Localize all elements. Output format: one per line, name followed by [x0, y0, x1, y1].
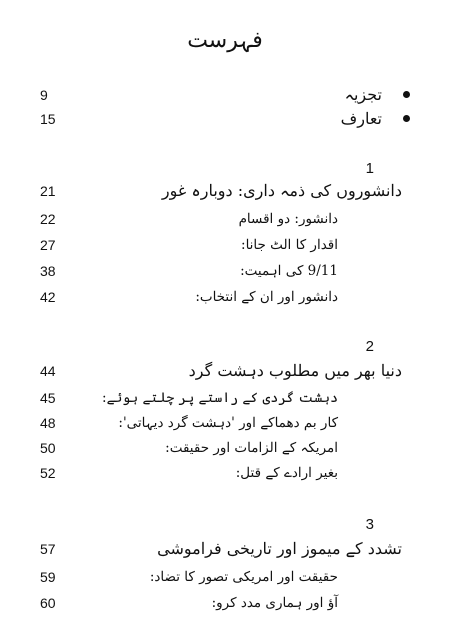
toc-entry-label: دانشور: دو اقسام — [238, 211, 338, 227]
toc-page-number: 50 — [40, 440, 56, 456]
toc-intro-item[interactable] — [0, 108, 450, 130]
toc-page-number: 21 — [40, 183, 56, 199]
toc-section-item[interactable] — [0, 462, 450, 484]
toc-page-number: 57 — [40, 541, 56, 557]
toc-entry-label: حقیقت اور امریکی تصور کا تضاد: — [149, 569, 338, 585]
toc-section-item[interactable] — [0, 260, 450, 282]
toc-page-number: 59 — [40, 569, 56, 585]
bullet-icon — [403, 91, 410, 98]
toc-page-number: 22 — [40, 211, 56, 227]
toc-entry-label: دنیا بھر میں مطلوب دہشت گرد — [188, 361, 402, 380]
chapter-number: 1 — [365, 160, 374, 177]
toc-page-number: 42 — [40, 289, 56, 305]
toc-section-item[interactable] — [0, 437, 450, 459]
page-title: فہرست — [187, 28, 263, 53]
toc-entry-label: آؤ اور ہماری مدد کرو: — [211, 595, 338, 611]
toc-entry-label: تجزیہ — [344, 85, 382, 104]
toc-entry-label: تشدد کے میموز اور تاریخی فراموشی — [157, 539, 402, 558]
toc-chapter-heading[interactable] — [0, 360, 450, 382]
toc-section-item[interactable] — [0, 592, 450, 614]
toc-entry-label: دانشوروں کی ذمہ داری: دوبارہ غور — [161, 181, 402, 200]
toc-page-number: 45 — [40, 390, 56, 406]
toc-chapter-heading[interactable] — [0, 538, 450, 560]
toc-page-number: 60 — [40, 595, 56, 611]
toc-entry-label: اقدار کا الٹ جانا: — [241, 237, 338, 253]
toc-entry-label: 9/11 کی اہمیت: — [240, 263, 338, 279]
toc-page-number: 44 — [40, 363, 56, 379]
toc-section-item[interactable] — [0, 387, 450, 409]
toc-page-number: 52 — [40, 465, 56, 481]
toc-section-item[interactable] — [0, 566, 450, 588]
toc-page-number: 48 — [40, 415, 56, 431]
toc-page-number: 15 — [40, 111, 56, 127]
toc-section-item[interactable] — [0, 286, 450, 308]
chapter-number: 2 — [365, 338, 374, 355]
toc-intro-item[interactable] — [0, 84, 450, 106]
toc-page-number: 38 — [40, 263, 56, 279]
toc-section-item[interactable] — [0, 412, 450, 434]
toc-entry-label: دانشور اور ان کے انتخاب: — [195, 289, 338, 305]
toc-entry-label: کار بم دھماکے اور 'دہشت گرد دیہاتی': — [118, 415, 338, 431]
toc-section-item[interactable] — [0, 234, 450, 256]
toc-entry-label: تعارف — [340, 109, 382, 128]
bullet-icon — [403, 115, 410, 122]
toc-entry-label: دہشت گردی کے راستے پر چلتے ہوئے: — [102, 390, 338, 406]
toc-section-item[interactable] — [0, 208, 450, 230]
toc-chapter-heading[interactable] — [0, 180, 450, 202]
chapter-number: 3 — [365, 516, 374, 533]
toc-entry-label: امریکہ کے الزامات اور حقیقت: — [165, 440, 338, 456]
toc-page-number: 9 — [40, 87, 48, 103]
toc-page-number: 27 — [40, 237, 56, 253]
toc-entry-label: بغیر ارادے کے قتل: — [235, 465, 338, 481]
